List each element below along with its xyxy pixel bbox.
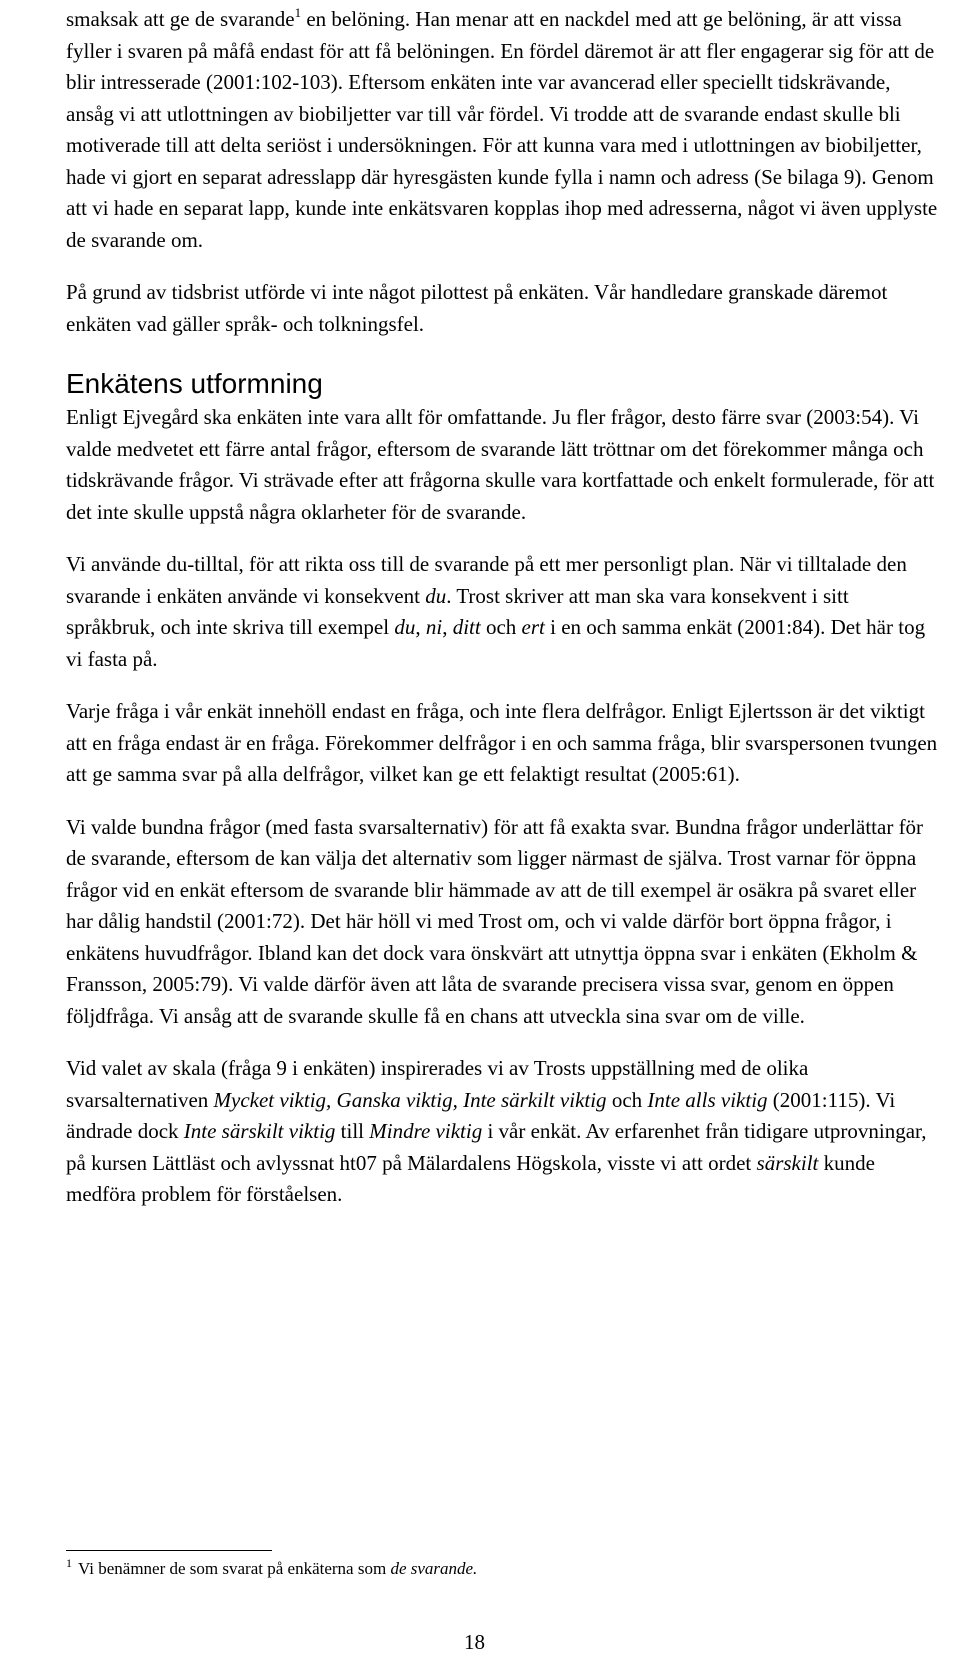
italic-term: Mycket viktig, Ganska viktig, Inte särkilt viktig [213, 1087, 607, 1112]
paragraph-survey-design: Enligt Ejvegård ska enkäten inte vara allt för omfattande. Ju fler frågor, desto färre svar (2003:54). Vi valde medvetet ett färre antal frågor, eftersom de svarande lätt tröttnar om det förekommer många och tidskrävande frågor. Vi strävade efter att frågorna skulle vara kortfattade och enkelt formulerade, för att det inte skulle uppstå några oklarheter för de svarande. [66, 405, 935, 524]
text-span: i vår enkät. Av erfarenhet från tidigare utprovningar, på kursen Lättläst och avlyssnat ht07 på Mälardalens Högskola, visste vi att ordet [66, 1119, 927, 1175]
italic-term: de svarande. [390, 1559, 478, 1578]
text-span: (2001:115). Vi ändrade dock [66, 1087, 896, 1143]
text-span: en belöning. Han menar att en nackdel med att ge belöning, är att vissa fyller i svaren på måfå endast för att få belöningen. En fördel däremot är att fler engagerar sig för att de blir intresserade (2001:102-103). Eftersom enkäten inte var avancerad eller speciellt tidskrävande, ansåg vi att utlottningen av biobiljetter var till vår fördel. Vi trodde att de svarande endast skulle bli motiverade till att delta seriöst i undersökningen. För att kunna vara med i utlottningen av biobiljetter, hade vi gjort en separat adresslapp där hyresgästen kunde fylla i namn och adress (Se bilaga 9). Genom att vi hade en separat lapp, kunde inte enkätsvaren kopplas ihop med adresserna, något vi även upplyste de svarande om. [66, 7, 938, 252]
page-number: 18 [464, 1630, 485, 1654]
text-span: och [606, 1087, 648, 1112]
text-span: , [442, 615, 453, 639]
text-span: , [415, 615, 426, 639]
italic-term: ni [425, 615, 443, 639]
paragraph-pilot-test: På grund av tidsbrist utförde vi inte något pilottest på enkäten. Vår handledare granskade däremot enkäten vad gäller språk- och tolkningsfel. [66, 280, 888, 336]
footnote-divider [66, 1550, 272, 1551]
text-span: till [335, 1119, 370, 1143]
text-span: kunde medföra problem för förståelsen. [66, 1150, 875, 1206]
italic-term: du [394, 615, 416, 639]
paragraph-scale [66, 1053, 942, 1211]
footnote [66, 1557, 477, 1581]
paragraph-incentive [66, 4, 942, 256]
italic-term: du [425, 583, 447, 608]
footnote-number: 1 [66, 1556, 72, 1570]
section-heading: Enkätens utformning [66, 368, 323, 399]
italic-term: ert [521, 615, 545, 639]
footnote-ref: 1 [294, 5, 302, 20]
document-page [66, 0, 942, 1654]
italic-term: särskilt [756, 1150, 819, 1175]
footnote-text: Vi benämner de som svarat på enkäterna som [78, 1559, 391, 1578]
paragraph-closed-questions: Vi valde bundna frågor (med fasta svarsalternativ) för att få exakta svar. Bundna frågor underlättar för de svarande, eftersom de kan välja det alternativ som ligger närmast de själva. Trost varnar för öppna frågor vid en enkät eftersom de svarande blir hämmade av att de till exempel är osäkra på svaret eller har dålig handstil (2001:72). Det här höll vi med Trost om, och vi valde därför bort öppna frågor, i enkätens huvudfrågor. Ibland kan det dock vara önskvärt att utnyttja öppna svar i enkäten (Ekholm & Fransson, 2005:79). Vi valde därför även att låta de svarande precisera vissa svar, genom en öppen följdfråga. Vi ansåg att de svarande skulle få en chans att utveckla sina svar om de ville. [66, 814, 924, 1028]
text-span: . Trost skriver att man ska vara konsekvent i sitt språkbruk, och inte skriva till exempel [66, 583, 849, 639]
text-span: och [480, 615, 522, 639]
italic-term: Mindre viktig [369, 1119, 483, 1143]
text-span: smaksak att ge de svarande [66, 7, 295, 31]
text-span: Vi använde du-tilltal, för att rikta oss till de svarande på ett mer personligt plan. När vi tilltalade den svarande i enkäten använde vi konsekvent [66, 552, 907, 608]
paragraph-single-question: Varje fråga i vår enkät innehöll endast en fråga, och inte flera delfrågor. Enligt Ejlertsson är det viktigt att en fråga endast är en fråga. Förekommer delfrågor i en och samma fråga, blir svarspersonen tvungen att ge samma svar på alla delfrågor, vilket kan ge ett felaktigt resultat (2005:61). [66, 699, 938, 786]
italic-term: Inte särskilt viktig [183, 1119, 336, 1143]
paragraph-du-address [66, 549, 942, 675]
text-span: Vid valet av skala (fråga 9 i enkäten) inspirerades vi av Trosts uppställning med de olika svarsalternativen [66, 1056, 809, 1112]
italic-term: Inte alls viktig [647, 1087, 768, 1112]
italic-term: ditt [452, 615, 481, 639]
text-span: i en och samma enkät (2001:84). Det här tog vi fasta på. [66, 615, 926, 671]
